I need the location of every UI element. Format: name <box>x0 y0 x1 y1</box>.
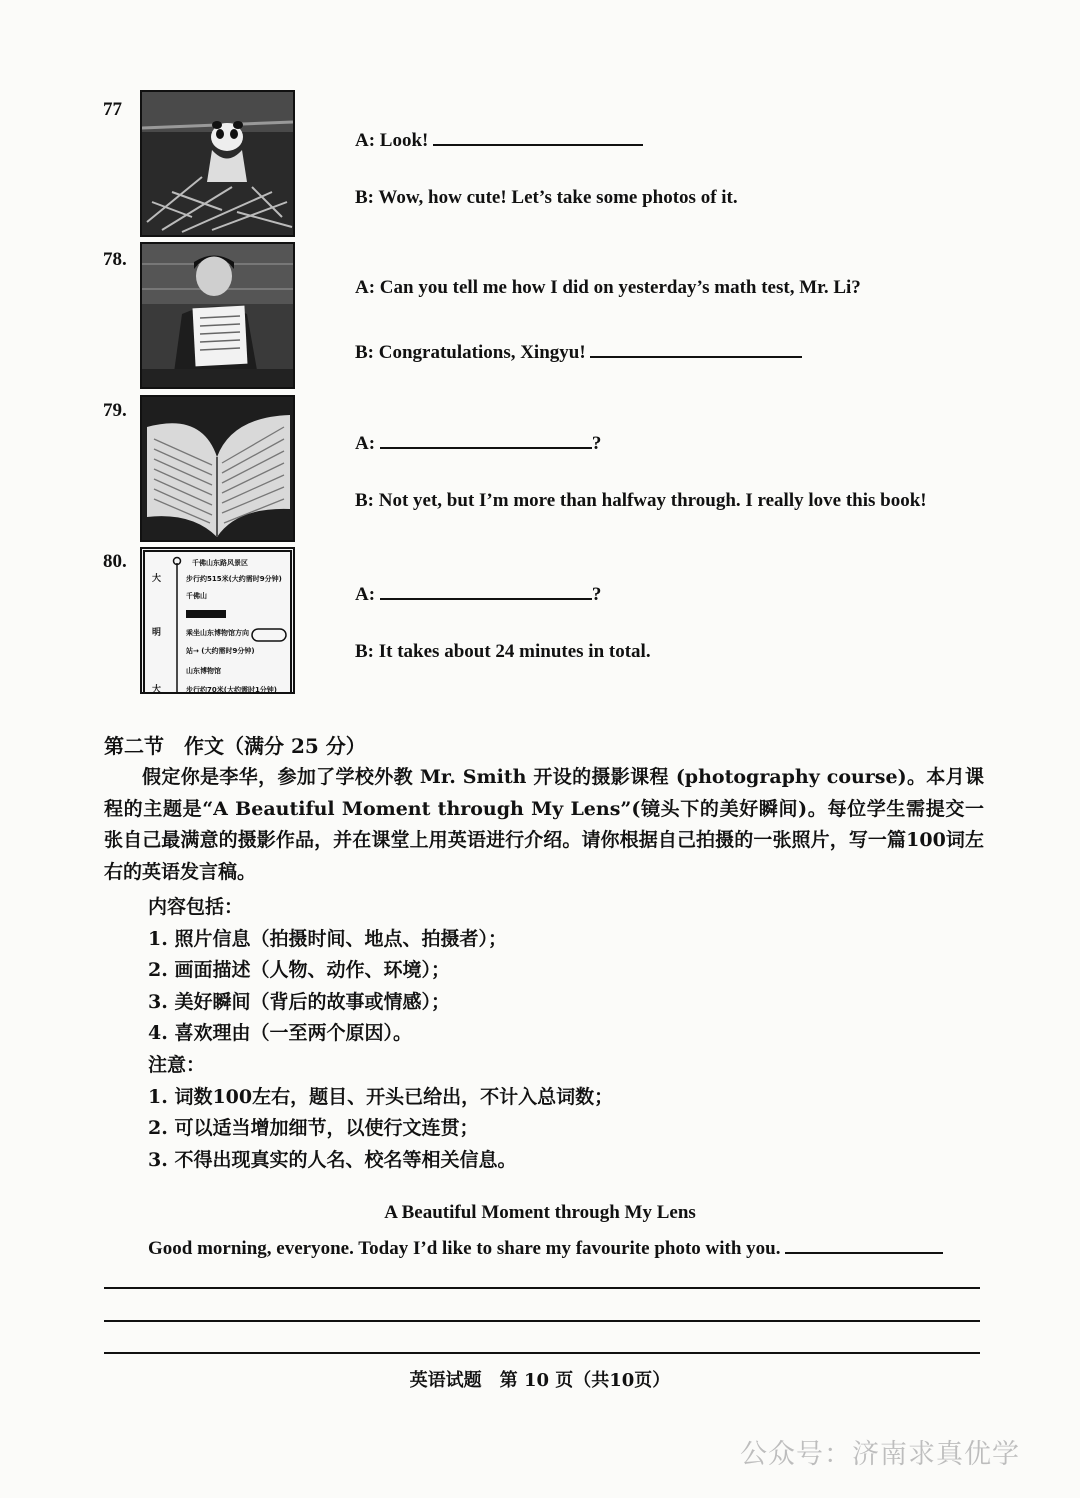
open-book-photo <box>140 395 295 542</box>
map-side-label: 大 <box>152 685 162 695</box>
watermark: 公众号：济南求真优学 <box>740 1439 1020 1470</box>
writing-line[interactable] <box>104 1320 980 1322</box>
map-stop: 站→ (大约需时9分钟) <box>186 647 255 655</box>
essay-opening: Good morning, everyone. Today I’d like to share my favourite photo with you. <box>148 1234 943 1260</box>
page-footer: 英语试题 第 10 页（共10页） <box>409 1370 671 1391</box>
notes-heading: 注意： <box>148 1054 206 1076</box>
route-map: 千佛山东路风景区 步行约515米(大约需时9分钟) 千佛山 乘坐山东博物馆方向 站→ (大约需时9分钟) 山东博物馆 步行约70米(大约需时1分钟) 山东博物馆 大 明 大 <box>140 547 295 694</box>
panda-photo <box>140 90 295 237</box>
question-number: 77 <box>103 99 122 120</box>
map-stop: 山东博物馆 <box>186 667 221 675</box>
dialogue-a: A: Can you tell me how I did on yesterday’s math test, Mr. Li? <box>355 277 861 298</box>
student-with-test-paper-photo <box>140 242 295 389</box>
map-stop: 步行约70米(大约需时1分钟) <box>186 686 278 694</box>
map-side-label: 大 <box>152 574 162 584</box>
note-item: 3. 不得出现真实的人名、校名等相关信息。 <box>148 1149 517 1171</box>
dialogue-b: B: It takes about 24 minutes in total. <box>355 641 651 662</box>
content-item: 3. 美好瞬间（背后的故事或情感）； <box>148 991 450 1013</box>
content-item: 4. 喜欢理由（一至两个原因）。 <box>148 1022 412 1044</box>
dialogue-a: A: Look! <box>355 126 643 152</box>
writing-line[interactable] <box>104 1287 980 1289</box>
question-number: 78. <box>103 249 127 270</box>
answer-blank[interactable] <box>433 126 643 146</box>
writing-line[interactable] <box>104 1352 980 1354</box>
answer-blank[interactable] <box>590 338 802 358</box>
note-item: 2. 可以适当增加细节，以使行文连贯； <box>148 1117 479 1139</box>
answer-blank[interactable] <box>380 429 592 449</box>
writing-prompt: 假定你是李华，参加了学校外教 Mr. Smith 开设的摄影课程 (photography course)。本月课程的主题是“A Beautiful Moment through My Lens”(镜头下的美好瞬间)。每位学生需提交一张自己最满意的摄影作品，并在课堂上用英语进行介绍。请你根据自己拍摄的一张照片，写一篇100词左右的英语发言稿。 <box>104 766 984 883</box>
map-side-label: 明 <box>152 628 162 638</box>
essay-title: A Beautiful Moment through My Lens <box>384 1202 696 1223</box>
writing-blank[interactable] <box>785 1234 943 1254</box>
content-heading: 内容包括： <box>148 896 244 918</box>
dialogue-b: B: Wow, how cute! Let’s take some photos of it. <box>355 187 738 208</box>
question-number: 79. <box>103 400 127 421</box>
section-title: 第二节 作文（满分 25 分） <box>104 734 366 758</box>
content-item: 2. 画面描述（人物、动作、环境）； <box>148 959 450 981</box>
map-stop: 千佛山东路风景区 <box>192 559 248 567</box>
map-stop: 千佛山 <box>186 592 207 600</box>
content-item: 1. 照片信息（拍摄时间、地点、拍摄者）； <box>148 928 507 950</box>
map-stop: 步行约515米(大约需时9分钟) <box>186 575 282 583</box>
map-stop: 乘坐山东博物馆方向 <box>186 629 249 637</box>
dialogue-b: B: Not yet, but I’m more than halfway through. I really love this book! <box>355 490 927 511</box>
answer-blank[interactable] <box>380 580 592 600</box>
note-item: 1. 词数100左右，题目、开头已给出，不计入总词数； <box>148 1086 614 1108</box>
question-number: 80. <box>103 551 127 572</box>
dialogue-a: A: ? <box>355 429 601 455</box>
dialogue-b: B: Congratulations, Xingyu! <box>355 338 802 364</box>
dialogue-a: A: ? <box>355 580 601 606</box>
